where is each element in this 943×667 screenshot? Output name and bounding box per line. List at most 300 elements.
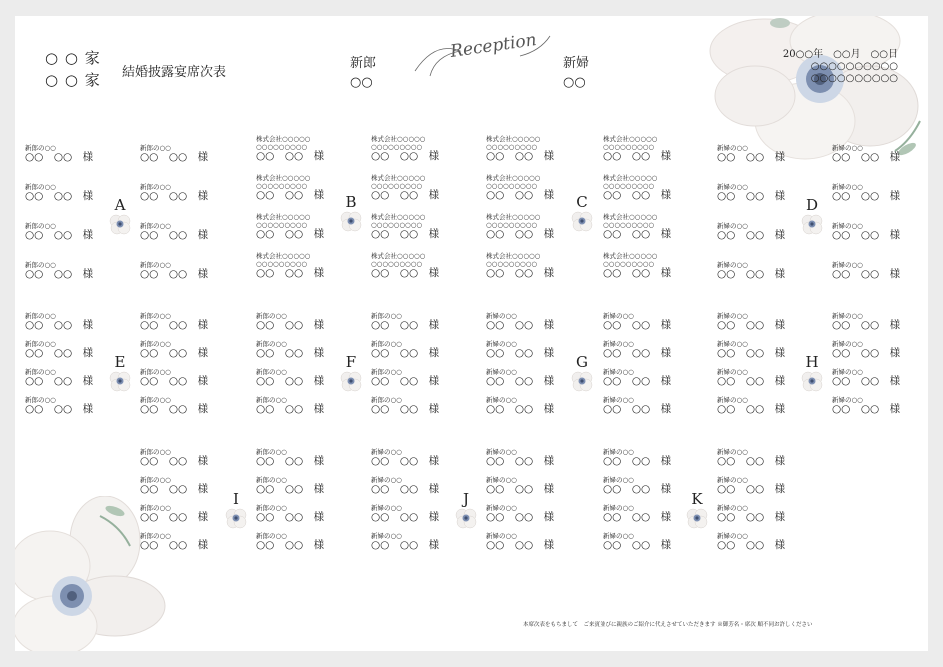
guest-relation: 新婦の○○ [832,183,863,191]
guest-name: ○○ ○○ 様 [603,189,672,201]
guest-relation: 新婦の○○ [486,340,517,348]
guest-relation: 新婦の○○ [603,340,634,348]
guest-department: ○○○○○○○○○ [603,182,655,190]
guest-name: ○○ ○○ 様 [25,403,94,415]
guest-entry [140,261,250,280]
guest-department: ○○○○○○○○○ [603,221,655,229]
guest-company: 株式会社○○○○○ [486,213,541,221]
guest-name: ○○ ○○ 様 [140,455,209,467]
guest-entry [717,183,827,202]
guest-name: ○○ ○○ 様 [25,375,94,387]
guest-entry [140,504,250,523]
guest-name: ○○ ○○ 様 [486,403,555,415]
guest-name: ○○ ○○ 様 [603,319,672,331]
table-letter: C [576,193,588,211]
guest-relation: 新婦の○○ [603,312,634,320]
guest-entry [832,222,928,241]
guest-entry [603,476,713,495]
guest-name: ○○ ○○ 様 [603,539,672,551]
guest-name: ○○ ○○ 様 [140,319,209,331]
guest-department: ○○○○○○○○○ [486,260,538,268]
guest-relation: 新郎の○○ [256,368,287,376]
guest-relation: 新郎の○○ [140,368,171,376]
guest-relation: 新婦の○○ [486,476,517,484]
guest-department: ○○○○○○○○○ [256,143,308,151]
guest-entry [603,252,713,279]
guest-company: 株式会社○○○○○ [486,135,541,143]
guest-entry [371,476,481,495]
guest-name: ○○ ○○ 様 [717,151,786,163]
guest-relation: 新婦の○○ [717,261,748,269]
guest-entry [256,252,366,279]
guest-name: ○○ ○○ 様 [486,150,555,162]
guest-entry [603,135,713,162]
guest-entry [832,340,928,359]
guest-relation: 新郎の○○ [25,340,56,348]
guest-name: ○○ ○○ 様 [140,347,209,359]
guest-relation: 新郎の○○ [25,222,56,230]
guest-name: ○○ ○○ 様 [371,347,440,359]
guest-department: ○○○○○○○○○ [256,182,308,190]
guest-relation: 新郎の○○ [140,312,171,320]
guest-name: ○○ ○○ 様 [25,268,94,280]
guest-name: ○○ ○○ 様 [717,511,786,523]
guest-entry [486,174,596,201]
guest-entry [140,222,250,241]
table-letter: D [805,196,819,214]
guest-relation: 新婦の○○ [717,532,748,540]
guest-relation: 新婦の○○ [717,504,748,512]
guest-company: 株式会社○○○○○ [256,213,311,221]
guest-department: ○○○○○○○○○ [371,221,423,229]
guest-entry [717,448,827,467]
guest-entry [717,340,827,359]
guest-entry [371,135,481,162]
guest-name: ○○ ○○ 様 [832,403,901,415]
guest-relation: 新郎の○○ [25,261,56,269]
guest-entry [717,504,827,523]
guest-entry [832,312,928,331]
guest-entry [717,368,827,387]
guest-relation: 新婦の○○ [486,504,517,512]
table-letter: G [576,353,588,371]
guest-entry [717,532,827,551]
guest-entry [603,504,713,523]
guest-company: 株式会社○○○○○ [603,174,658,182]
guest-entry [371,213,481,240]
guest-name: ○○ ○○ 様 [486,267,555,279]
guest-relation: 新郎の○○ [256,532,287,540]
reception-script: Reception [449,30,538,62]
guest-name: ○○ ○○ 様 [140,229,209,241]
guest-relation: 新婦の○○ [717,222,748,230]
guest-department: ○○○○○○○○○ [371,143,423,151]
guest-relation: 新婦の○○ [486,532,517,540]
guest-entry [371,312,481,331]
guest-name: ○○ ○○ 様 [717,190,786,202]
guest-name: ○○ ○○ 様 [256,539,325,551]
guest-name: ○○ ○○ 様 [140,375,209,387]
guest-relation: 新婦の○○ [603,476,634,484]
guest-name: ○○ ○○ 様 [371,375,440,387]
guest-company: 株式会社○○○○○ [371,135,426,143]
guest-relation: 新婦の○○ [371,476,402,484]
guest-entry [832,396,928,415]
guest-name: ○○ ○○ 様 [256,375,325,387]
guest-relation: 新婦の○○ [486,312,517,320]
guest-name: ○○ ○○ 様 [486,228,555,240]
guest-relation: 新婦の○○ [603,368,634,376]
guest-company: 株式会社○○○○○ [256,135,311,143]
guest-name: ○○ ○○ 様 [486,455,555,467]
guest-name: ○○ ○○ 様 [486,539,555,551]
guest-entry [256,174,366,201]
guest-relation: 新郎の○○ [25,368,56,376]
guest-relation: 新婦の○○ [832,261,863,269]
guest-entry [256,448,366,467]
guest-relation: 新婦の○○ [371,532,402,540]
guest-relation: 新郎の○○ [256,396,287,404]
guest-relation: 新婦の○○ [832,368,863,376]
guest-entry [25,183,135,202]
guest-relation: 新郎の○○ [140,532,171,540]
guest-relation: 新婦の○○ [717,368,748,376]
guest-relation: 新郎の○○ [140,340,171,348]
guest-entry [486,252,596,279]
guest-relation: 新婦の○○ [717,448,748,456]
guest-name: ○○ ○○ 様 [603,403,672,415]
guest-name: ○○ ○○ 様 [717,483,786,495]
guest-entry [603,213,713,240]
guest-entry [140,476,250,495]
guest-name: ○○ ○○ 様 [371,150,440,162]
venue-line-2: ○○○○○○○○○○ [810,73,898,84]
guest-relation: 新郎の○○ [371,368,402,376]
guest-relation: 新婦の○○ [717,312,748,320]
guest-relation: 新婦の○○ [832,312,863,320]
guest-entry [717,144,827,163]
guest-name: ○○ ○○ 様 [832,190,901,202]
guest-name: ○○ ○○ 様 [371,539,440,551]
table-letter: A [114,196,126,214]
table-letter: B [345,193,357,211]
guest-name: ○○ ○○ 様 [486,319,555,331]
guest-entry [140,312,250,331]
guest-relation: 新郎の○○ [256,504,287,512]
guest-company: 株式会社○○○○○ [371,213,426,221]
guest-company: 株式会社○○○○○ [256,252,311,260]
guest-entry [603,368,713,387]
guest-name: ○○ ○○ 様 [371,189,440,201]
guest-relation: 新郎の○○ [140,476,171,484]
guest-department: ○○○○○○○○○ [603,260,655,268]
guest-entry [256,368,366,387]
guest-name: ○○ ○○ 様 [371,455,440,467]
guest-entry [371,396,481,415]
guest-name: ○○ ○○ 様 [832,319,901,331]
guest-relation: 新郎の○○ [140,448,171,456]
guest-name: ○○ ○○ 様 [717,403,786,415]
guest-entry [140,144,250,163]
guest-entry [832,183,928,202]
guest-entry [256,340,366,359]
guest-entry [140,396,250,415]
seating-chart-sheet [15,16,928,651]
guest-entry [832,261,928,280]
guest-entry [25,396,135,415]
guest-name: ○○ ○○ 様 [371,511,440,523]
guest-name: ○○ ○○ 様 [603,455,672,467]
guest-company: 株式会社○○○○○ [486,174,541,182]
guest-entry [486,476,596,495]
guest-name: ○○ ○○ 様 [832,347,901,359]
guest-entry [717,222,827,241]
guest-name: ○○ ○○ 様 [717,455,786,467]
guest-entry [486,532,596,551]
guest-relation: 新婦の○○ [603,396,634,404]
guest-relation: 新婦の○○ [486,448,517,456]
guest-relation: 新郎の○○ [256,312,287,320]
footer-note: 本席次表をもちまして ご来賓並びに親族のご紹介に代えさせていただきます ※御芳名・席次 順不同お許しください [523,622,813,628]
page-title: 結婚披露宴席次表 [122,65,227,80]
guest-name: ○○ ○○ 様 [603,511,672,523]
guest-relation: 新婦の○○ [717,183,748,191]
guest-name: ○○ ○○ 様 [140,268,209,280]
guest-entry [603,340,713,359]
guest-name: ○○ ○○ 様 [486,189,555,201]
guest-name: ○○ ○○ 様 [603,228,672,240]
guest-name: ○○ ○○ 様 [832,151,901,163]
guest-relation: 新郎の○○ [371,340,402,348]
guest-entry [140,340,250,359]
guest-name: ○○ ○○ 様 [25,151,94,163]
guest-name: ○○ ○○ 様 [603,267,672,279]
guest-entry [25,312,135,331]
family-names [45,47,101,91]
guest-entry [717,261,827,280]
table-letter: K [691,490,703,508]
guest-name: ○○ ○○ 様 [25,319,94,331]
guest-company: 株式会社○○○○○ [256,174,311,182]
guest-entry [371,174,481,201]
guest-name: ○○ ○○ 様 [256,347,325,359]
guest-relation: 新婦の○○ [603,504,634,512]
guest-entry [25,261,135,280]
guest-company: 株式会社○○○○○ [371,252,426,260]
script-flourish-icon [410,31,555,81]
guest-name: ○○ ○○ 様 [717,375,786,387]
guest-name: ○○ ○○ 様 [256,483,325,495]
table-letter: I [233,490,239,508]
guest-department: ○○○○○○○○○ [256,221,308,229]
guest-relation: 新郎の○○ [256,340,287,348]
guest-relation: 新郎の○○ [256,476,287,484]
guest-entry [140,448,250,467]
guest-entry [603,532,713,551]
guest-entry [486,340,596,359]
guest-entry [603,396,713,415]
guest-entry [371,504,481,523]
guest-name: ○○ ○○ 様 [717,539,786,551]
guest-name: ○○ ○○ 様 [256,511,325,523]
guest-entry [486,368,596,387]
guest-department: ○○○○○○○○○ [371,182,423,190]
groom-label: 新郎 [350,56,377,71]
guest-name: ○○ ○○ 様 [371,319,440,331]
guest-entry [486,135,596,162]
guest-name: ○○ ○○ 様 [371,267,440,279]
guest-name: ○○ ○○ 様 [256,267,325,279]
guest-entry [256,504,366,523]
event-info [783,49,898,85]
guest-entry [371,448,481,467]
guest-name: ○○ ○○ 様 [603,347,672,359]
guest-department: ○○○○○○○○○ [371,260,423,268]
guest-department: ○○○○○○○○○ [256,260,308,268]
guest-relation: 新婦の○○ [603,532,634,540]
guest-entry [371,340,481,359]
guest-name: ○○ ○○ 様 [717,319,786,331]
guest-entry [140,368,250,387]
guest-entry [256,135,366,162]
guest-name: ○○ ○○ 様 [256,319,325,331]
guest-relation: 新婦の○○ [717,340,748,348]
guest-entry [603,448,713,467]
guest-company: 株式会社○○○○○ [486,252,541,260]
guest-name: ○○ ○○ 様 [256,189,325,201]
guest-entry [25,340,135,359]
guest-relation: 新婦の○○ [717,396,748,404]
guest-name: ○○ ○○ 様 [486,511,555,523]
guest-relation: 新郎の○○ [140,504,171,512]
guest-entry [25,368,135,387]
guest-relation: 新婦の○○ [603,448,634,456]
guest-relation: 新郎の○○ [140,144,171,152]
guest-name: ○○ ○○ 様 [486,375,555,387]
guest-name: ○○ ○○ 様 [717,347,786,359]
guest-entry [717,396,827,415]
guest-entry [371,252,481,279]
guest-relation: 新郎の○○ [140,222,171,230]
guest-name: ○○ ○○ 様 [140,151,209,163]
table-letter: H [805,353,819,371]
guest-name: ○○ ○○ 様 [140,403,209,415]
venue-line-1: ○○○○○○○○○○ [810,61,898,72]
guest-relation: 新婦の○○ [486,368,517,376]
guest-entry [25,222,135,241]
guest-relation: 新婦の○○ [832,340,863,348]
guest-relation: 新婦の○○ [371,504,402,512]
guest-entry [25,144,135,163]
guest-name: ○○ ○○ 様 [256,403,325,415]
guest-entry [486,396,596,415]
guest-name: ○○ ○○ 様 [25,229,94,241]
guest-name: ○○ ○○ 様 [256,228,325,240]
guest-name: ○○ ○○ 様 [832,375,901,387]
guest-entry [717,476,827,495]
table-letter: J [462,490,469,508]
guest-entry [486,312,596,331]
guest-relation: 新郎の○○ [256,448,287,456]
guest-entry [603,312,713,331]
guest-company: 株式会社○○○○○ [371,174,426,182]
guest-name: ○○ ○○ 様 [486,483,555,495]
guest-relation: 新郎の○○ [140,396,171,404]
guest-entry [486,213,596,240]
guest-relation: 新郎の○○ [371,312,402,320]
bride-label: 新婦 [563,56,590,71]
guest-name: ○○ ○○ 様 [832,229,901,241]
guest-relation: 新婦の○○ [717,144,748,152]
guest-relation: 新婦の○○ [717,476,748,484]
guest-relation: 新婦の○○ [371,448,402,456]
guest-relation: 新郎の○○ [371,396,402,404]
guest-entry [256,213,366,240]
guest-relation: 新婦の○○ [832,222,863,230]
guest-name: ○○ ○○ 様 [832,268,901,280]
guest-entry [371,368,481,387]
guest-department: ○○○○○○○○○ [486,182,538,190]
guest-entry [486,504,596,523]
guest-entry [832,144,928,163]
family-line-2: ○ ○ 家 [45,71,101,89]
guest-name: ○○ ○○ 様 [603,483,672,495]
guest-name: ○○ ○○ 様 [140,483,209,495]
guest-company: 株式会社○○○○○ [603,135,658,143]
guest-relation: 新郎の○○ [140,261,171,269]
guest-name: ○○ ○○ 様 [717,229,786,241]
guest-name: ○○ ○○ 様 [140,539,209,551]
table-letter: F [345,353,357,371]
guest-entry [256,532,366,551]
guest-entry [140,183,250,202]
bride-name: ○○ [563,75,586,90]
guest-name: ○○ ○○ 様 [25,347,94,359]
guest-relation: 新郎の○○ [140,183,171,191]
guest-name: ○○ ○○ 様 [140,190,209,202]
guest-company: 株式会社○○○○○ [603,252,658,260]
guest-entry [832,368,928,387]
guest-company: 株式会社○○○○○ [603,213,658,221]
guest-relation: 新婦の○○ [832,144,863,152]
guest-name: ○○ ○○ 様 [486,347,555,359]
guest-relation: 新郎の○○ [25,144,56,152]
guest-entry [603,174,713,201]
guest-relation: 新婦の○○ [486,396,517,404]
guest-name: ○○ ○○ 様 [140,511,209,523]
guest-name: ○○ ○○ 様 [603,375,672,387]
guest-entry [140,532,250,551]
guest-name: ○○ ○○ 様 [25,190,94,202]
guest-department: ○○○○○○○○○ [486,221,538,229]
guest-relation: 新郎の○○ [25,312,56,320]
guest-name: ○○ ○○ 様 [717,268,786,280]
table-letter: E [114,353,126,371]
guest-name: ○○ ○○ 様 [371,228,440,240]
event-date: 20○○年 ○○月 ○○日 [782,49,898,60]
guest-entry [256,312,366,331]
guest-relation: 新郎の○○ [25,396,56,404]
guest-name: ○○ ○○ 様 [256,455,325,467]
family-line-1: ○ ○ 家 [45,49,101,67]
guest-entry [486,448,596,467]
guest-entry [371,532,481,551]
groom-name: ○○ [350,75,373,90]
guest-name: ○○ ○○ 様 [371,483,440,495]
guest-department: ○○○○○○○○○ [486,143,538,151]
guest-entry [256,476,366,495]
guest-entry [256,396,366,415]
